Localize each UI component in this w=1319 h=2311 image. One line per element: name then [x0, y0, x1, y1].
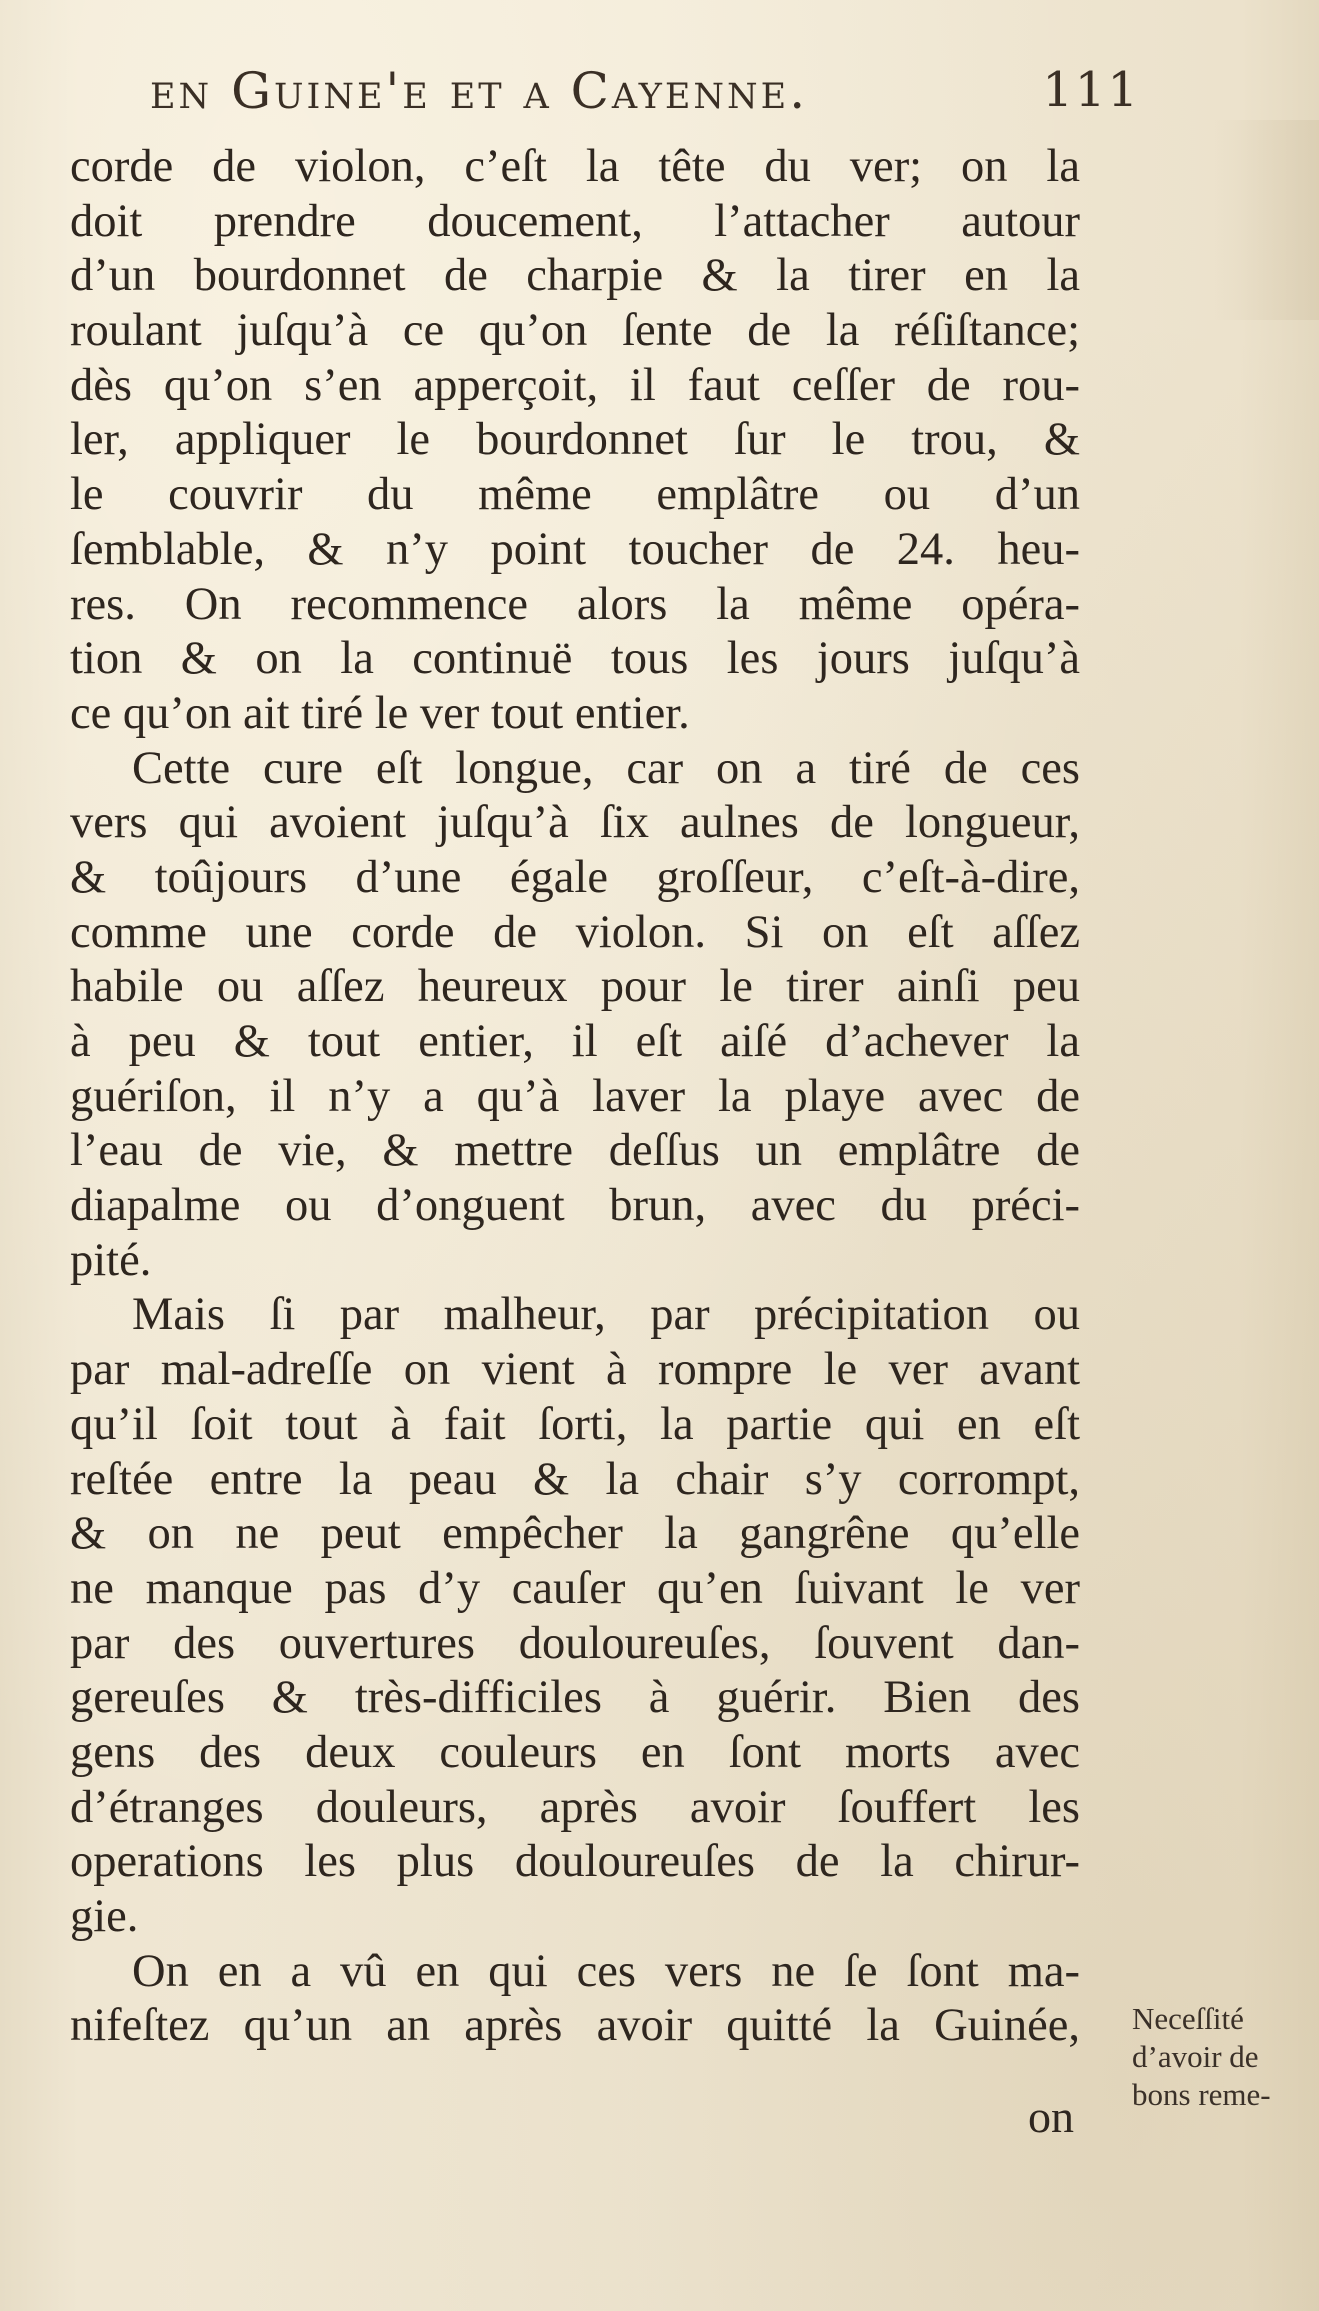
margin-note-line: bons reme- [1132, 2077, 1271, 2112]
text-line: habile ou aſſez heureux pour le tirer ainſi peu [70, 961, 1080, 1013]
text-line: ne manque pas d’y cauſer qu’en ſuivant le ver [70, 1562, 1080, 1614]
text-line: ler, appliquer le bourdonnet ſur le trou, & [70, 414, 1080, 466]
page-number: 111 [1042, 62, 1140, 118]
text-line: comme une corde de violon. Si on eſt aſſez [70, 906, 1080, 958]
text-line: gens des deux couleurs en ſont morts avec [70, 1726, 1080, 1778]
text-line: On en a vû en qui ces vers ne ſe ſont ma- [132, 1945, 1080, 1997]
text-line: res. On recommence alors la même opéra- [70, 578, 1080, 630]
text-line: l’eau de vie, & mettre deſſus un emplâtre de [70, 1125, 1080, 1177]
text-line: par des ouvertures douloureuſes, ſouvent dan- [70, 1617, 1080, 1669]
text-line: d’étranges douleurs, après avoir ſouffert les [70, 1781, 1080, 1833]
body-text [70, 140, 1080, 2054]
catchword: on [1028, 2091, 1074, 2142]
text-line: par mal-adreſſe on vient à rompre le ver avant [70, 1344, 1080, 1396]
margin-note-line: Neceſſité [1132, 2001, 1244, 2036]
text-line: d’un bourdonnet de charpie & la tirer en la [70, 250, 1080, 302]
text-line: reſtée entre la peau & la chair s’y corrompt, [70, 1453, 1080, 1505]
page-edge-shadow [1209, 120, 1319, 320]
text-line: ſemblable, & n’y point toucher de 24. heu- [70, 523, 1080, 575]
text-line: Cette cure eſt longue, car on a tiré de ces [132, 742, 1080, 794]
text-line: & toûjours d’une égale groſſeur, c’eſt-à-dire, [70, 851, 1080, 903]
text-line: guériſon, il n’y a qu’à laver la playe avec de [70, 1070, 1080, 1122]
margin-note [1132, 2000, 1312, 2114]
text-line: le couvrir du même emplâtre ou d’un [70, 469, 1080, 521]
text-line: dès qu’on s’en apperçoit, il faut ceſſer de rou- [70, 359, 1080, 411]
text-line: nifeſtez qu’un an après avoir quitté la Guinée, [70, 2000, 1080, 2052]
margin-note-line: d’avoir de [1132, 2039, 1259, 2074]
text-line: tion & on la continuë tous les jours juſqu’à [70, 633, 1080, 685]
text-line: Mais ſi par malheur, par précipitation ou [132, 1289, 1080, 1341]
text-line: roulant juſqu’à ce qu’on ſente de la réſiſtance; [70, 305, 1080, 357]
text-line: & on ne peut empêcher la gangrêne qu’elle [70, 1508, 1080, 1560]
text-line: gie. [70, 1891, 139, 1942]
text-line: diapalme ou d’onguent brun, avec du préci- [70, 1180, 1080, 1232]
text-line: pité. [70, 1234, 152, 1286]
text-line: vers qui avoient juſqu’à ſix aulnes de longueur, [70, 797, 1080, 849]
text-line: doit prendre doucement, l’attacher autour [70, 195, 1080, 247]
text-line: corde de violon, c’eſt la tête du ver; on la [70, 141, 1080, 192]
text-line: operations les plus douloureuſes de la chirur- [70, 1836, 1080, 1888]
text-line: ce qu’on ait tiré le ver tout entier. [70, 687, 690, 739]
running-head [150, 62, 1140, 132]
running-head-title: en Guine'e et a Cayenne. [150, 62, 809, 120]
text-line: qu’il ſoit tout à fait ſorti, la partie qui en eſt [70, 1398, 1080, 1450]
text-line: gereuſes & très-difficiles à guérir. Bien des [70, 1672, 1080, 1724]
text-line: à peu & tout entier, il eſt aiſé d’achever la [70, 1016, 1080, 1067]
